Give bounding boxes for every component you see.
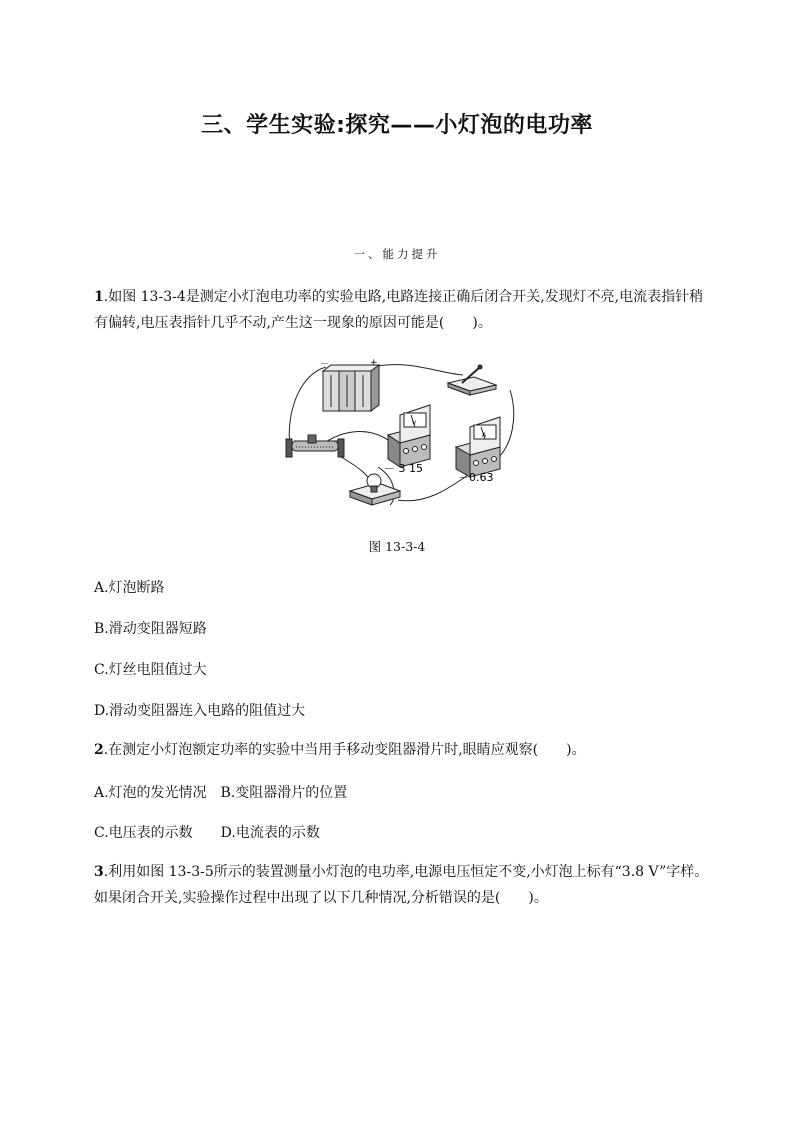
ammeter bbox=[456, 417, 500, 477]
ammeter-symbol: A bbox=[482, 432, 487, 439]
q1-option-c: C.灯丝电阻值过大 bbox=[94, 662, 207, 678]
q2-options-line-1: A.灯泡的发光情况 B.变阻器滑片的位置 bbox=[94, 785, 348, 801]
q1-option-b: B.滑动变阻器短路 bbox=[94, 621, 207, 637]
question-2-number: 2 bbox=[94, 742, 104, 758]
switch bbox=[448, 365, 496, 395]
section-heading: 一、能力提升 bbox=[353, 247, 441, 261]
question-1-number: 1 bbox=[94, 289, 104, 305]
q1-option-a: A.灯泡断路 bbox=[94, 580, 165, 596]
battery-plus-label: + bbox=[370, 358, 378, 368]
question-2 bbox=[94, 737, 714, 763]
q2-options-line-2: C.电压表的示数 D.电流表的示数 bbox=[94, 825, 320, 841]
q1-option-d: D.滑动变阻器连入电路的阻值过大 bbox=[94, 703, 306, 719]
battery-minus-label: － bbox=[320, 360, 330, 370]
question-3-number: 3 bbox=[94, 864, 104, 880]
figure-caption: 图 13-3-4 bbox=[368, 539, 426, 554]
question-2-text: .在测定小灯泡额定功率的实验中当用手移动变阻器滑片时,眼睛应观察( )。 bbox=[103, 742, 586, 758]
question-3-text: .利用如图 13-3-5所示的装置测量小灯泡的电功率,电源电压恒定不变,小灯泡上标有“3.8 V”字样。如果闭合开关,实验操作过程中出现了以下几种情况,分析错误的是( )。 bbox=[94, 864, 709, 906]
circuit-figure bbox=[278, 355, 518, 515]
rheostat bbox=[286, 435, 344, 457]
voltmeter bbox=[388, 405, 430, 467]
page-title: 三、学生实验:探究——小灯泡的电功率 bbox=[201, 113, 593, 138]
voltmeter-terminal-labels: － 3 15 bbox=[384, 462, 423, 475]
question-1 bbox=[94, 284, 714, 336]
question-1-text: .如图 13-3-4是测定小灯泡电功率的实验电路,电路连接正确后闭合开关,发现灯不亮,电流表指针稍有偏转,电压表指针几乎不动,产生这一现象的原因可能是( )。 bbox=[94, 289, 704, 331]
question-3 bbox=[94, 859, 714, 911]
battery bbox=[323, 365, 379, 411]
ammeter-terminal-labels: －0.63 bbox=[458, 471, 494, 484]
voltmeter-symbol: V bbox=[412, 420, 417, 427]
